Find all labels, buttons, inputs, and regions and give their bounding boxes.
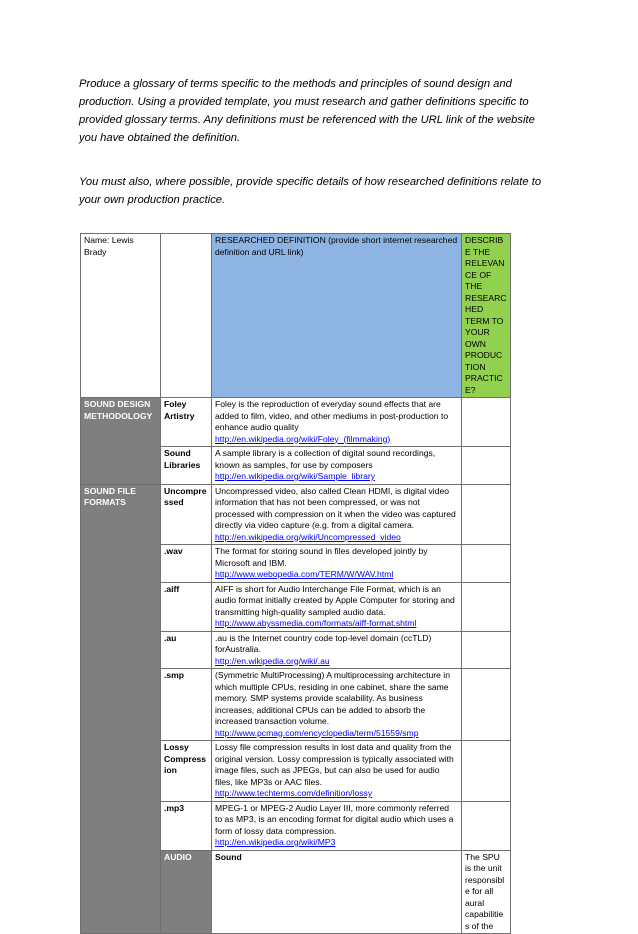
category-audio: AUDIO [161, 850, 212, 934]
definition-text: A sample library is a collection of digital sound recordings, known as samples, for use by composers [215, 448, 436, 470]
term-cell: .mp3 [161, 801, 212, 850]
term-cell: .au [161, 631, 212, 669]
definition-cell [212, 398, 462, 447]
definition-link[interactable]: http://en.wikipedia.org/wiki/MP3 [215, 837, 336, 847]
term-cell: Sound [212, 850, 462, 934]
relevance-cell[interactable] [462, 801, 511, 850]
term-cell: Foley Artistry [161, 398, 212, 447]
definition-link[interactable]: http://www.abyssmedia.com/formats/aiff-format.shtml [215, 618, 417, 628]
definition-text: .au is the Internet country code top-level domain (ccTLD) forAustralia. [215, 632, 432, 654]
definition-text: Uncompressed video, also called Clean HDMI, is digital video information that has not been compressed, or was not processed with compression on it when the video was captured directly via video capture (e.g. from a digital camera. [215, 485, 456, 530]
glossary-table [80, 233, 511, 934]
definition-link[interactable]: http://en.wikipedia.org/wiki/.au [215, 655, 330, 666]
relevance-cell[interactable] [462, 582, 511, 631]
definition-cell [212, 545, 462, 583]
definition-link[interactable]: http://en.wikipedia.org/wiki/Uncompressed_video [215, 531, 401, 542]
definition-cell [212, 741, 462, 802]
term-cell: .wav [161, 545, 212, 583]
term-cell: .smp [161, 669, 212, 741]
definition-link[interactable]: http://www.techterms.com/definition/lossy [215, 788, 373, 798]
table-header-row [81, 234, 511, 398]
empty-header-cell [161, 234, 212, 398]
table-row [81, 398, 511, 447]
relevance-cell[interactable] [462, 398, 511, 447]
definition-text: The SPU is the unit responsible for all aural capabilities of the [465, 851, 505, 931]
definition-cell [462, 850, 511, 934]
researched-definition-header: RESEARCHED DEFINITION (provide short internet researched definition and URL link) [212, 234, 462, 398]
instructions-paragraph-2: You must also, where possible, provide specific details of how researched definitions relate to your own production practice. [79, 176, 542, 206]
definition-cell [212, 484, 462, 545]
definition-link[interactable]: http://en.wikipedia.org/wiki/Sample_library [215, 471, 376, 481]
relevance-cell[interactable] [462, 484, 511, 545]
term-cell: Uncompressed [161, 484, 212, 545]
category-sound-file-formats: SOUND FILE FORMATS [81, 484, 161, 934]
definition-text: Foley is the reproduction of everyday sound effects that are added to film, video, and other mediums in post-production to enhance audio quality [215, 399, 449, 432]
definition-text: AIFF is short for Audio Interchange File Format, which is an audio format initially created by Apple Computer for storing and transmitting high-quality sampled audio data. [215, 583, 455, 617]
definition-link[interactable]: http://www.pcmag.com/encyclopedia/term/51559/smp [215, 727, 419, 738]
definition-cell [212, 582, 462, 631]
definition-cell [212, 447, 462, 485]
definition-text: MPEG-1 or MPEG-2 Audio Layer III, more commonly referred to as MP3, is an encoding format for digital audio which uses a form of lossy data compression. [215, 802, 454, 836]
definition-text: Lossy file compression results in lost data and quality from the original version. Lossy compression is typically associated with image files, such as JPEGs, but can also be used for audio files, like MP3s or AAC files. [215, 742, 454, 787]
definition-link[interactable]: http://www.webopedia.com/TERM/W/WAV.html [215, 569, 394, 579]
relevance-cell[interactable] [462, 669, 511, 741]
term-cell: Lossy Compression [161, 741, 212, 802]
definition-text: The format for storing sound in files developed jointly by Microsoft and IBM. [215, 546, 428, 568]
definition-link[interactable]: http://en.wikipedia.org/wiki/Foley_(filmmaking) [215, 433, 391, 444]
student-name-cell: Name: Lewis Brady [81, 234, 161, 398]
instructions-paragraph-1: Produce a glossary of terms specific to the methods and principles of sound design and production. Using a provided template, you must research and gather definitions specific to provided glossary terms. Any definitions must be referenced with the URL link of the website you have obtained the definition. [79, 78, 535, 144]
definition-cell [212, 801, 462, 850]
table-row [81, 484, 511, 545]
relevance-cell[interactable] [462, 447, 511, 485]
definition-cell [212, 631, 462, 669]
category-sound-design: SOUND DESIGN METHODOLOGY [81, 398, 161, 485]
term-cell: Sound Libraries [161, 447, 212, 485]
definition-text: (Symmetric MultiProcessing) A multiprocessing architecture in which multiple CPUs, residing in one cabinet, share the same memory. SMP systems provide scalability. As business increases, additional CPUs can be added to absorb the increased transaction volume. [215, 670, 450, 726]
relevance-header: DESCRIBE THE RELEVANCE OF THE RESEARCHED TERM TO YOUR OWN PRODUCTION PRACTICE? [462, 234, 511, 398]
relevance-cell[interactable] [462, 741, 511, 802]
relevance-cell[interactable] [462, 545, 511, 583]
term-cell: .aiff [161, 582, 212, 631]
definition-cell [212, 669, 462, 741]
relevance-cell[interactable] [462, 631, 511, 669]
